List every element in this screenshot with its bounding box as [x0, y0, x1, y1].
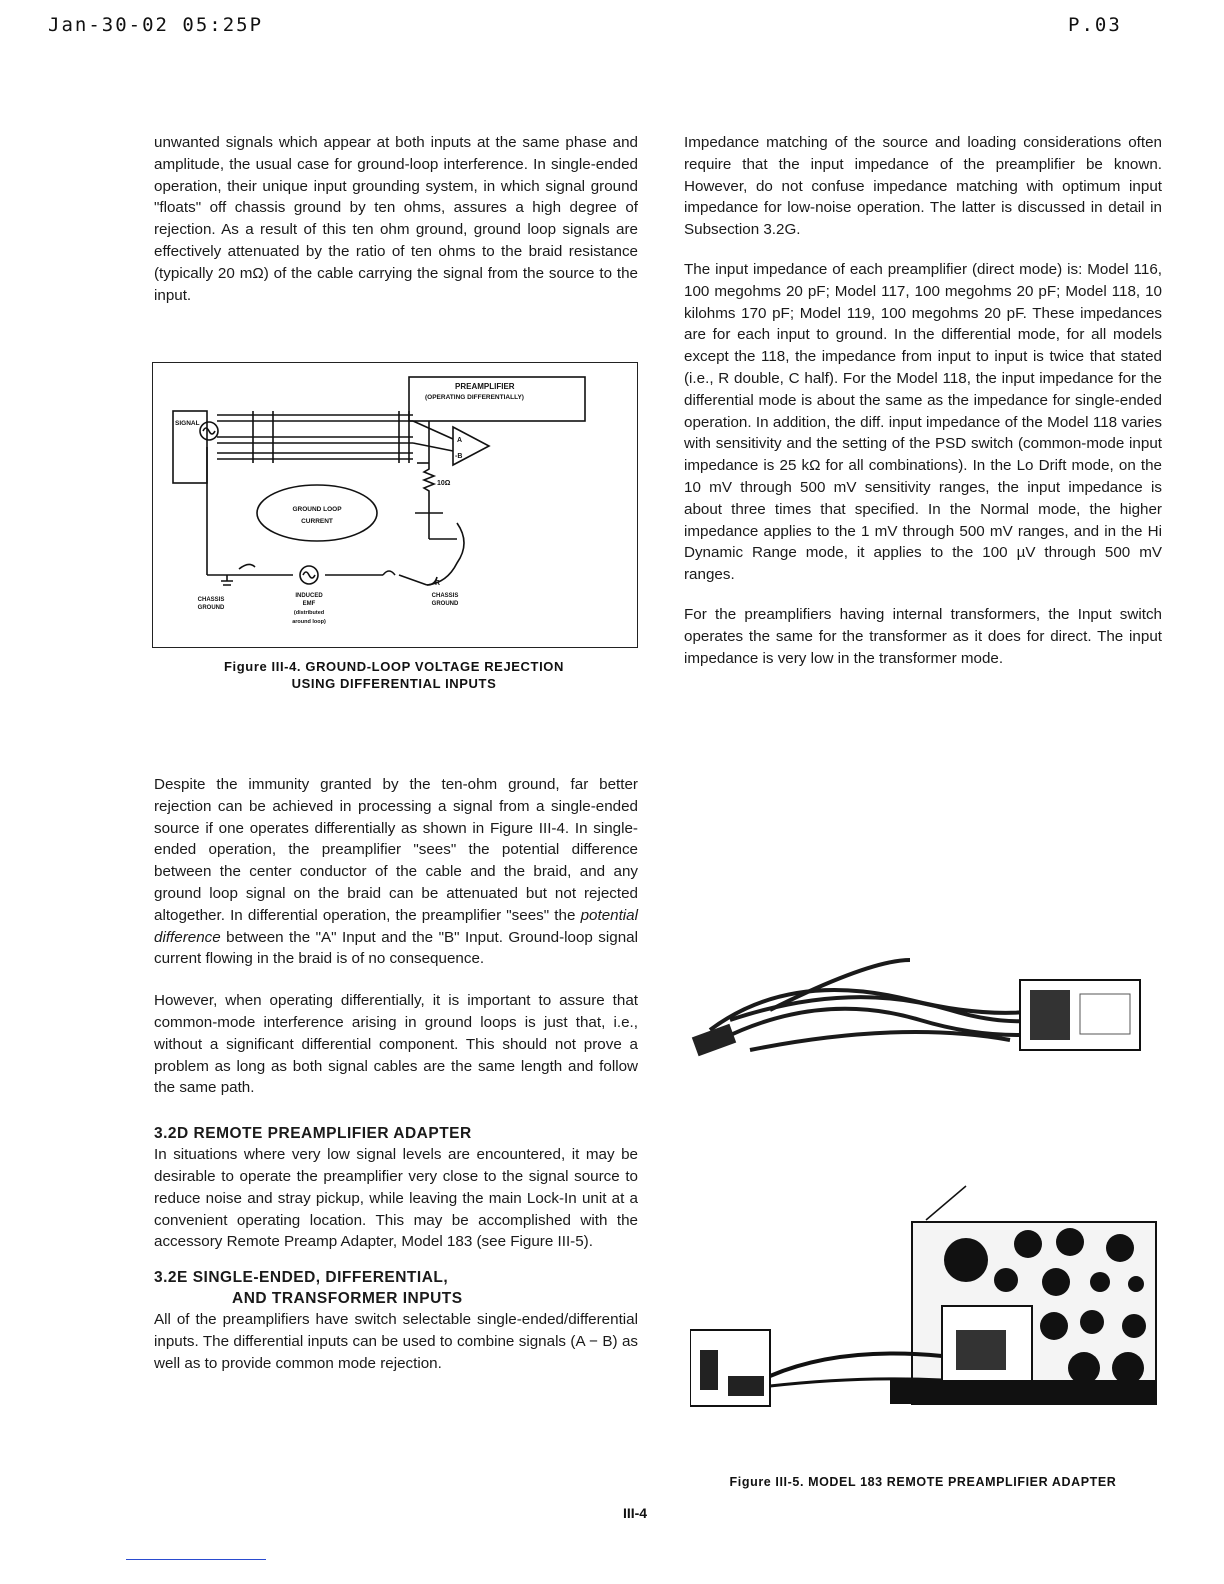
figure-3-5-caption: Figure III-5. MODEL 183 REMOTE PREAMPLIFIER ADAPTER: [729, 1475, 1117, 1489]
left-column-bottom: [154, 774, 638, 1389]
label-around-loop: around loop): [292, 619, 326, 625]
label-chassis-right: CHASSIS: [431, 593, 459, 599]
cable-photo-illustration: [690, 950, 1160, 1070]
label-input-a: A: [457, 437, 463, 444]
circuit-diagram: [153, 363, 637, 647]
paragraph-differential-rejection: [154, 774, 638, 970]
section-3-2d-heading: 3.2D REMOTE PREAMPLIFIER ADAPTER: [154, 1125, 472, 1143]
paragraph-input-impedance: The input impedance of each preamplifier (direct mode) is: Model 116, 100 megohms 20 pF; Model 117, 100 megohms 20 pF; Model 118, 10 kilohms 170 pF; Model 119, 100 megohms 20 pF. These impedances are for each input to ground. In the differential mode, for all models except the 118, the impedance from input to input is twice that stated (i.e., R double, C half). For the Model 118, the input impedance for the differential mode is about the same as the impedance for single-ended operation. In addition, the diff. input impedance of the Model 118 varies with sensitivity and the setting of the PSD switch (common-mode input impedance is 25 kΩ for all combinations). In the Lo Drift mode, on the 10 mV through 500 mV sensitivity ranges, the input impedance is about three times that specified. In the Normal mode, the higher impedance applies to the 1 mV through 500 mV ranges, and in the Hi Dynamic Range mode, it applies to the 100 µV through 500 mV ranges.: [684, 260, 1162, 584]
label-preamplifier: PREAMPLIFIER: [455, 382, 515, 391]
label-ground-right: GROUND: [431, 601, 459, 607]
label-signal: SIGNAL: [175, 420, 200, 427]
p2-text-start: Despite the immunity granted by the ten-ohm ground, far better rejection can be achieved in processing a signal from a single-ended source if one operates differentially as shown in Figure III-4. In single-ended operation, the preamplifier "sees" the potential difference between the center conductor of the cable and the braid, and any ground loop signal on the braid can be attenuated but not rejected altogether. In differential operation, the preamplifier "sees" the: [154, 776, 638, 924]
paragraph-transformers: For the preamplifiers having internal transformers, the Input switch operates the same for the transformer as it does for direct. The input impedance is very low in the transformer mode.: [684, 605, 1162, 667]
label-ground-loop: GROUND LOOP: [292, 506, 342, 513]
photo-remote-adapter-cables: [690, 950, 1160, 1070]
paragraph-impedance-matching: Impedance matching of the source and loading considerations often require that the input impedance of the preamplifier be known. However, do not confuse impedance matching with optimum input impedance for low-noise operation. The latter is discussed in detail in Subsection 3.2G.: [684, 134, 1162, 239]
section-3-2e-heading-line-1: 3.2E SINGLE-ENDED, DIFFERENTIAL,: [154, 1269, 449, 1287]
label-input-b: -B: [455, 453, 463, 460]
right-column: [684, 132, 1162, 683]
label-ground-left: GROUND: [197, 605, 225, 611]
label-distributed: (distributed: [293, 610, 325, 616]
fax-header-page: P.03: [1068, 14, 1122, 36]
page-number: III-4: [622, 1505, 648, 1521]
figure-3-4-caption-line-2: USING DIFFERENTIAL INPUTS: [291, 676, 497, 691]
ground-loop-current-ellipse: [257, 485, 377, 541]
label-r: R: [435, 580, 441, 587]
p2-text-end: between the "A" Input and the "B" Input. Ground-loop signal current flowing in the braid is of no consequence.: [154, 928, 638, 968]
ten-ohm-resistor: [424, 463, 434, 497]
lock-in-photo-illustration: [690, 1180, 1160, 1420]
figure-3-4-caption-line-1: Figure III-4. GROUND-LOOP VOLTAGE REJECTION: [224, 659, 564, 674]
footer-rule: [126, 1559, 266, 1560]
label-operating-differentially: (OPERATING DIFFERENTIALLY): [425, 394, 524, 401]
section-3-2e-body: All of the preamplifiers have switch selectable single-ended/differential inputs. The differential inputs can be used to combine signals (A − B) as well as to provide common mode rejection.: [154, 1311, 638, 1372]
photo-lock-in-unit: [690, 1180, 1160, 1420]
p2-italic-term: potential difference: [154, 906, 638, 946]
section-3-2d-body: In situations where very low signal levels are encountered, it may be desirable to operate the preamplifier very close to the signal source to reduce noise and stray pickup, while leaving the main Lock-In unit at a convenient operating location. This may be accomplished with the accessory Remote Preamp Adapter, Model 183 (see Figure III-5).: [154, 1146, 638, 1251]
label-chassis-left: CHASSIS: [197, 597, 225, 603]
label-current: CURRENT: [301, 518, 333, 525]
label-ten-ohm: 10Ω: [437, 480, 451, 487]
paragraph-ground-loop: unwanted signals which appear at both inputs at the same phase and amplitude, the usual case for ground-loop interference. In single-ended operation, their unique input grounding system, in which signal ground "floats" off chassis ground by ten ohms, assures a high degree of rejection. As a result of this ten ohm ground, ground loop signals are effectively attenuated by the ratio of ten ohms to the braid resistance (typically 20 mΩ) of the cable carrying the signal from the source to the input.: [154, 134, 638, 304]
fax-header-date: Jan-30-02 05:25P: [48, 14, 264, 36]
figure-ground-loop-diagram: [152, 362, 638, 648]
left-column-top: [154, 132, 638, 320]
label-induced: INDUCED: [295, 593, 323, 599]
label-emf: EMF: [302, 601, 316, 607]
figure-3-4-caption: [152, 658, 636, 692]
paragraph-common-mode: However, when operating differentially, it is important to assure that common-mode interference arising in ground loops is just that, i.e., without a significant differential component. This should not prove a problem as long as both signal cables are the same length and follow the same path.: [154, 992, 638, 1097]
section-3-2e-heading-line-2: AND TRANSFORMER INPUTS: [232, 1290, 463, 1308]
